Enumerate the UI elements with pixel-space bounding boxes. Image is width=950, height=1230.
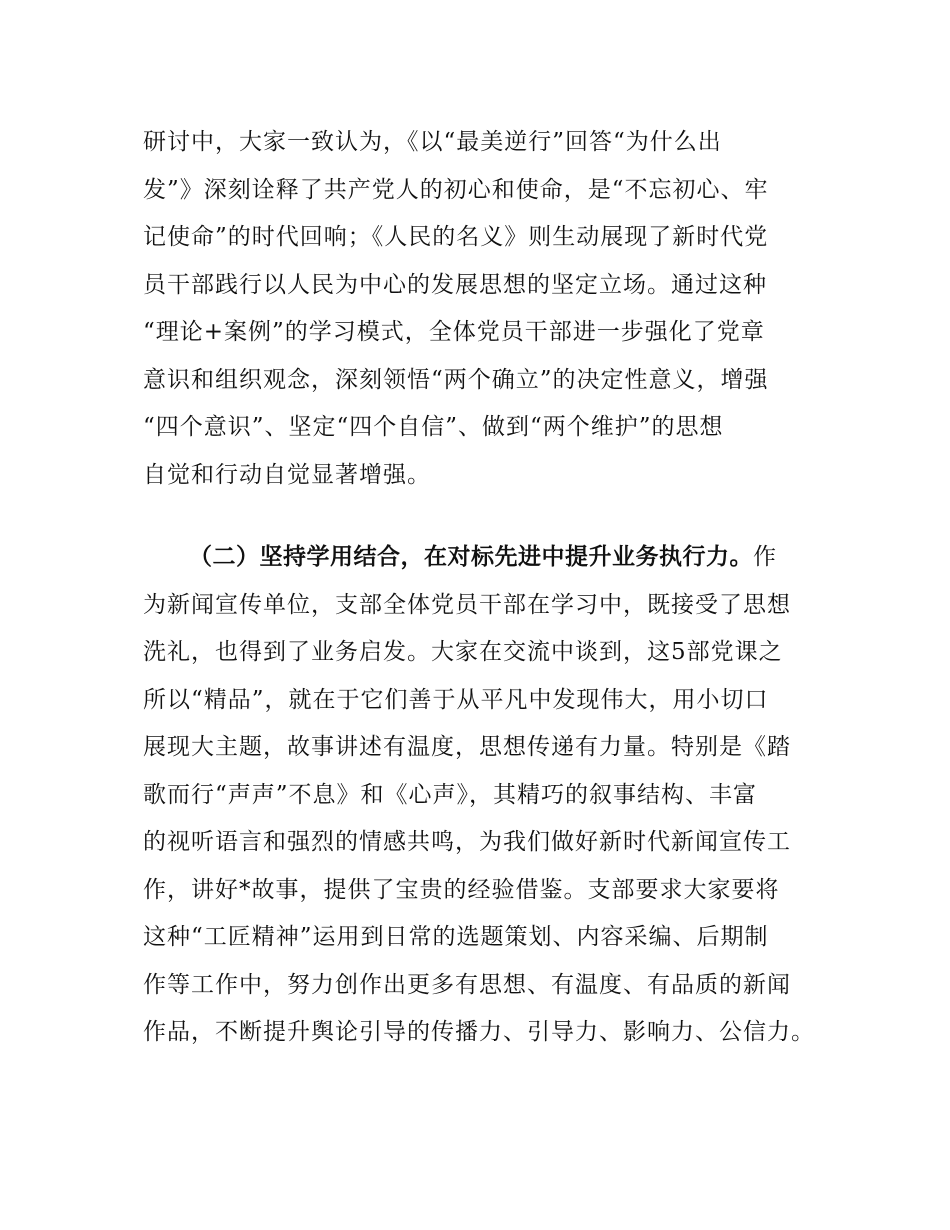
paragraph-discussion-consensus: [143, 119, 843, 499]
text-line: 作等工作中，努力创作出更多有思想、有温度、有品质的新闻: [143, 971, 791, 998]
text-line: 研讨中，大家一致认为，《以“最美逆行”回答“为什么出: [143, 129, 722, 155]
text-line: 记使命”的时代回响；《人民的名义》则生动展现了新时代党: [143, 224, 769, 250]
heading-continuation: 作: [753, 544, 777, 570]
text-line: 作，讲好*故事，提供了宝贵的经验借鉴。支部要求大家要将: [143, 876, 780, 903]
text-line: 为新闻宣传单位，支部全体党员干部在学习中，既接受了思想: [143, 591, 791, 618]
text-line: 作品，不断提升舆论引导的传播力、引导力、影响力、公信力。: [143, 1019, 815, 1045]
text-line: 发”》深刻诠释了共产党人的初心和使命，是“不忘初心、牢: [143, 176, 769, 203]
text-line: 所以“精品”，就在于它们善于从平凡中发现伟大，用小切口: [143, 686, 769, 713]
text-line-first: [143, 534, 843, 582]
text-line: “理论+案例”的学习模式，全体党员干部进一步强化了党章: [143, 319, 765, 345]
text-line: 员干部践行以人民为中心的发展思想的坚定立场。通过这种: [143, 271, 767, 298]
text-line: “四个意识”、坚定“四个自信”、做到“两个维护”的思想: [143, 414, 724, 440]
text-line: 洗礼，也得到了业务启发。大家在交流中谈到，这5部党课之: [143, 639, 783, 665]
text-line: 的视听语言和强烈的情感共鸣，为我们做好新时代新闻宣传工: [143, 829, 791, 855]
section-heading: （二）坚持学用结合，在对标先进中提升业务执行力。: [189, 544, 753, 570]
text-line: 意识和组织观念，深刻领悟“两个确立”的决定性意义，增强: [143, 366, 769, 393]
text-line: 展现大主题，故事讲述有温度，思想传递有力量。特别是《踏: [143, 734, 791, 760]
text-line: 自觉和行动自觉显著增强。: [143, 461, 431, 488]
paragraph-study-application: [143, 534, 843, 1057]
text-line: 歌而行“声声”不息》和《心声》，其精巧的叙事结构、丰富: [143, 781, 758, 808]
text-line: 这种“工匠精神”运用到日常的选题策划、内容采编、后期制: [143, 924, 769, 950]
